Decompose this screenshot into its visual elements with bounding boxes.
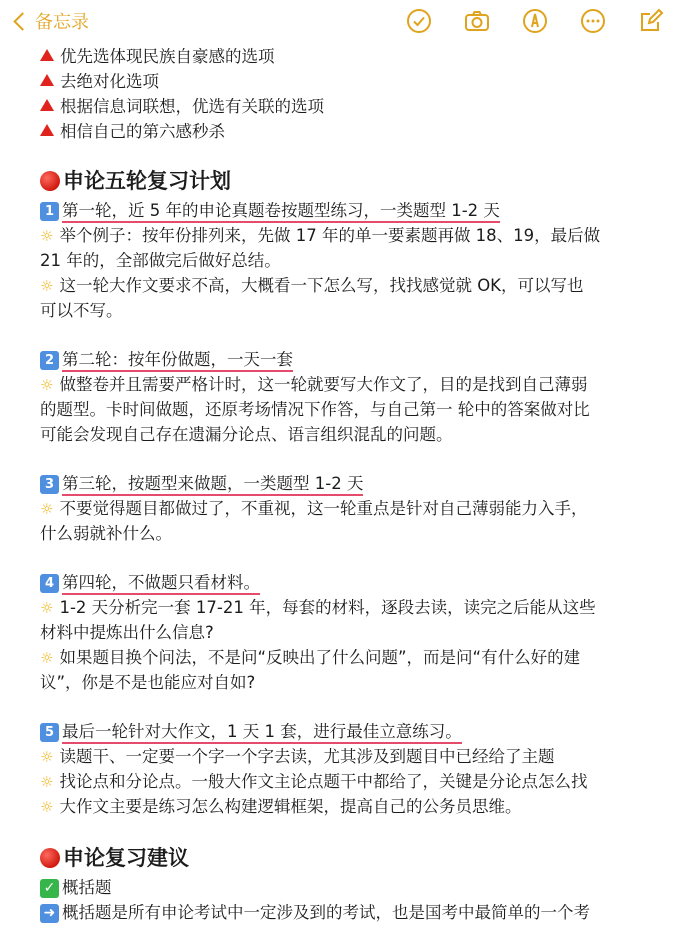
checkmark-box-icon: ✓ xyxy=(40,879,59,898)
round-title: 3 第三轮，按题型来做题，一类题型 1-2 天 xyxy=(40,471,660,496)
markup-pen-icon xyxy=(522,8,548,34)
round-detail-cont: 可以不写。 xyxy=(40,301,123,320)
round-detail-cont: 可能会发现自己存在遗漏分论点、语言组织混乱的问题。 xyxy=(40,425,453,444)
round-detail: ☼ 做整卷并且需要严格计时，这一轮就要写大作文了，目的是找到自己薄弱 xyxy=(40,372,660,397)
top-nav-bar xyxy=(0,0,690,42)
tip-item: 相信自己的第六感秒杀 xyxy=(40,119,660,144)
back-button[interactable] xyxy=(12,8,89,34)
round-detail: ☼ 举个例子：按年份排列来，先做 17 年的单一要素题再做 18、19，最后做 xyxy=(40,223,660,248)
tip-item: 根据信息词联想，优选有关联的选项 xyxy=(40,94,660,119)
round-detail: ☼ 如果题目换个问法，不是问“反映出了什么问题”，而是问“有什么好的建 xyxy=(40,645,660,670)
round-detail-cont: 材料中提炼出什么信息? xyxy=(40,623,214,642)
checklist-button[interactable] xyxy=(390,6,448,36)
advice-text: ➜ 概括题是所有申论考试中一定涉及到的考试，也是国考中最简单的一个考 xyxy=(40,900,660,925)
right-arrow-icon: ➜ xyxy=(40,904,59,923)
round-detail: ☼ 找论点和分论点。一般大作文主论点题干中都给了，关键是分论点怎么找 xyxy=(40,769,660,794)
round-detail-cont: 的题型。卡时间做题，还原考场情况下作答，与自己第一 轮中的答案做对比 xyxy=(40,400,590,419)
toolbar xyxy=(390,6,680,36)
chevron-left-icon xyxy=(13,12,31,30)
sun-icon: ☼ xyxy=(40,599,54,617)
advice-subheading: ✓ 概括题 xyxy=(40,875,660,900)
round-detail-cont: 21 年的，全部做完后做好总结。 xyxy=(40,251,281,270)
sun-icon: ☼ xyxy=(40,773,54,791)
camera-button[interactable] xyxy=(448,6,506,36)
sun-icon: ☼ xyxy=(40,748,54,766)
note-body[interactable] xyxy=(40,44,660,925)
round-detail-cont: 什么弱就补什么。 xyxy=(40,524,172,543)
sun-icon: ☼ xyxy=(40,227,54,245)
number-3-icon: 3 xyxy=(40,475,59,494)
red-triangle-icon xyxy=(40,74,54,86)
sun-icon: ☼ xyxy=(40,277,54,295)
number-2-icon: 2 xyxy=(40,351,59,370)
tip-item: 优先选体现民族自豪感的选项 xyxy=(40,44,660,69)
compose-button[interactable] xyxy=(622,6,680,36)
section-heading-plan: 申论五轮复习计划 xyxy=(40,164,660,198)
compose-icon xyxy=(638,8,664,34)
number-1-icon: 1 xyxy=(40,202,59,221)
checkmark-icon xyxy=(406,8,432,34)
round-title: 2 第二轮：按年份做题，一天一套 xyxy=(40,347,660,372)
sun-icon: ☼ xyxy=(40,798,54,816)
section-heading-advice: 申论复习建议 xyxy=(40,841,660,875)
red-triangle-icon xyxy=(40,99,54,111)
red-triangle-icon xyxy=(40,124,54,136)
markup-button[interactable] xyxy=(506,6,564,36)
sun-icon: ☼ xyxy=(40,500,54,518)
red-circle-icon xyxy=(40,848,60,868)
round-detail: ☼ 大作文主要是练习怎么构建逻辑框架，提高自己的公务员思维。 xyxy=(40,794,660,819)
round-detail: ☼ 1-2 天分析完一套 17-21 年，每套的材料，逐段去读，读完之后能从这些 xyxy=(40,595,660,620)
round-title: 5 最后一轮针对大作文，1 天 1 套，进行最佳立意练习。 xyxy=(40,719,660,744)
tip-item: 去绝对化选项 xyxy=(40,69,660,94)
round-detail: ☼ 这一轮大作文要求不高，大概看一下怎么写，找找感觉就 OK，可以写也 xyxy=(40,273,660,298)
round-detail: ☼ 读题干、一定要一个字一个字去读，尤其涉及到题目中已经给了主题 xyxy=(40,744,660,769)
number-5-icon: 5 xyxy=(40,723,59,742)
round-detail-cont: 议”，你是不是也能应对自如? xyxy=(40,673,256,692)
red-circle-icon xyxy=(40,171,60,191)
sun-icon: ☼ xyxy=(40,649,54,667)
back-label: 备忘录 xyxy=(35,12,89,33)
round-detail: ☼ 不要觉得题目都做过了，不重视，这一轮重点是针对自己薄弱能力入手， xyxy=(40,496,660,521)
red-triangle-icon xyxy=(40,49,54,61)
round-title: 1 第一轮，近 5 年的申论真题卷按题型练习，一类题型 1-2 天 xyxy=(40,198,660,223)
sun-icon: ☼ xyxy=(40,376,54,394)
camera-icon xyxy=(464,8,490,34)
more-button[interactable] xyxy=(564,6,622,36)
number-4-icon: 4 xyxy=(40,574,59,593)
more-icon xyxy=(580,8,606,34)
round-title: 4 第四轮，不做题只看材料。 xyxy=(40,570,660,595)
